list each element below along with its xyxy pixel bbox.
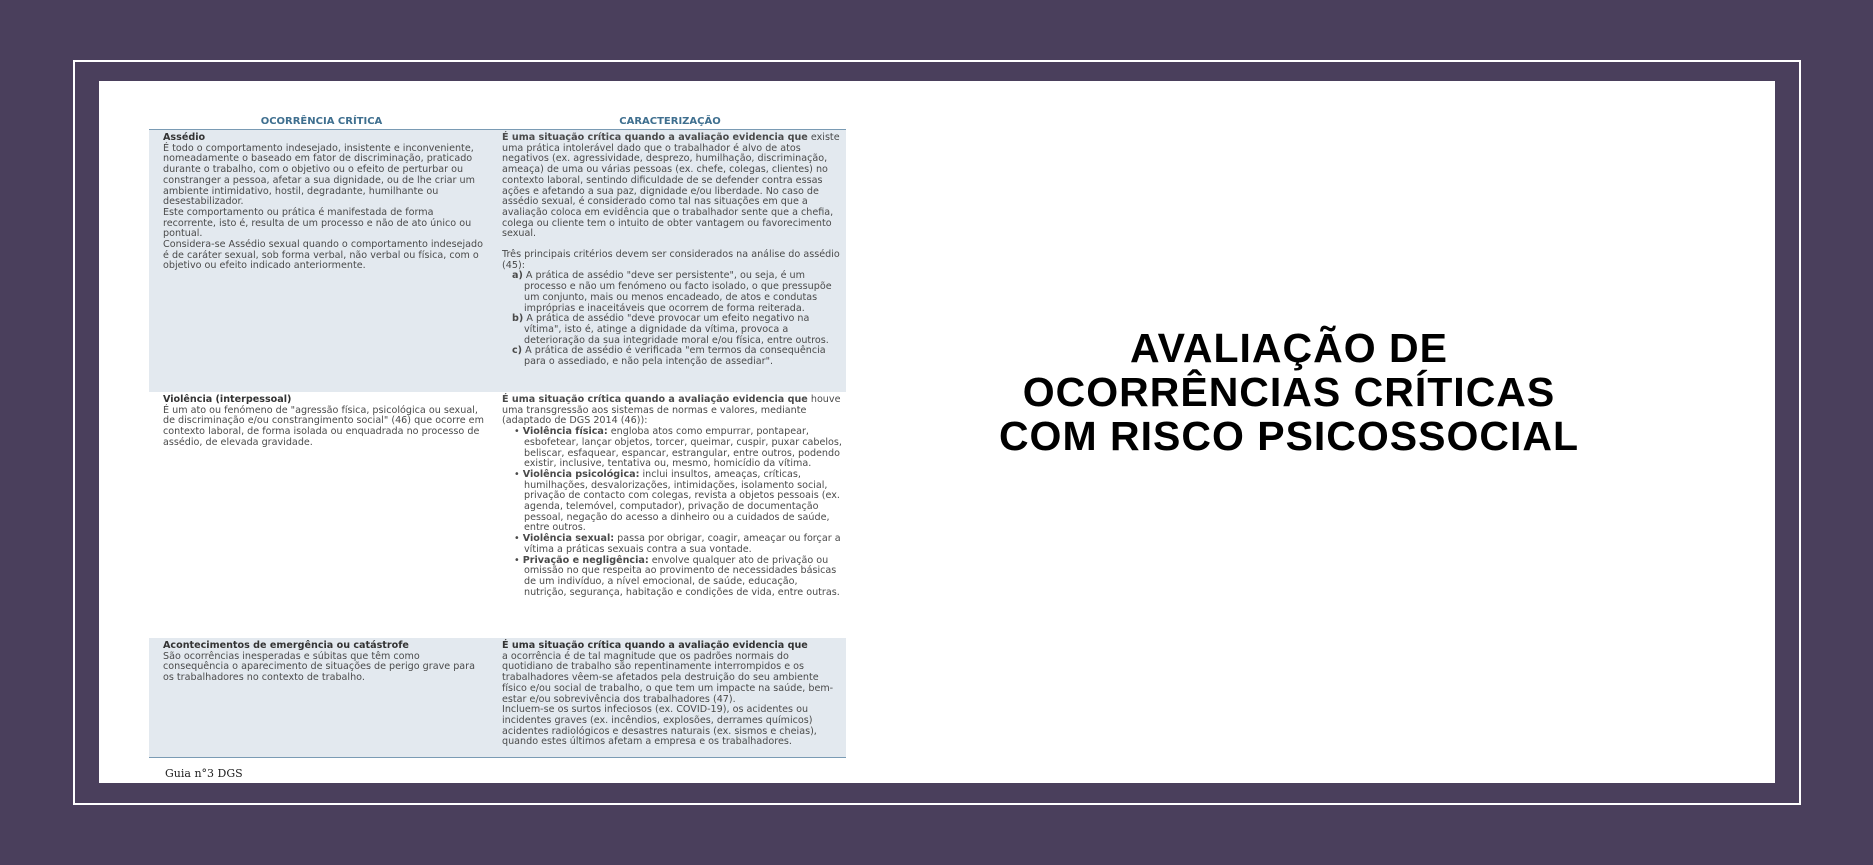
critical-lead: É uma situação crítica quando a avaliação evidencia que — [502, 640, 808, 651]
characterization-body: a ocorrência é de tal magnitude que os padrões normais do quotidiano de trabalho são repentinamente interrompidos e os trabalhadores vêem-se afetados pela destruição do seu ambiente físico e/ou social de trabalho, o que tem um impacte na saúde, bem-estar e/ou sobrevivência dos trabalhadores (47). — [502, 650, 834, 705]
criteria-text: A prática de assédio é verificada "em termos da consequência para o assediado, e não pela intenção de assediar". — [524, 345, 826, 368]
criteria-letter: a) — [512, 270, 523, 282]
bullet-label: Violência sexual: — [522, 533, 615, 545]
characterization-body: Incluem-se os surtos infeciosos (ex. COVID-19), os acidentes ou incidentes graves (ex. incêndios, explosões, derrames químicos) acidentes radiológicos e desastres naturais (ex. sismos e cheias), quando estes últimos afetam a empresa e os trabalhadores. — [502, 704, 817, 748]
row-title: Violência (interpessoal) — [163, 394, 292, 405]
row-occurrence-cell — [149, 392, 494, 634]
row-occurrence-cell — [149, 638, 494, 757]
row-description: É um ato ou fenómeno de "agressão física, psicológica ou sexual, de discriminação e/ou constrangimento social" (46) que ocorre em contexto laboral, de forma isolada ou enquadrada no processo de assédio, de elevada gravidade. — [163, 404, 484, 448]
criteria-text: A prática de assédio "deve provocar um efeito negativo na vítima", isto é, atinge a dignidade da vítima, provoca a deterioração da sua integridade moral e/ou física, entre outros. — [524, 313, 829, 346]
critical-lead: É uma situação crítica quando a avaliação evidencia que — [502, 132, 808, 143]
row-description: Considera-se Assédio sexual quando o comportamento indesejado é de caráter sexual, sob forma verbal, não verbal ou física, com o objetivo ou efeito indicado anteriormente. — [163, 239, 484, 272]
title-line: AVALIAÇÃO DE — [1130, 325, 1448, 371]
title-line: OCORRÊNCIAS CRÍTICAS — [1022, 369, 1556, 415]
bullet-item: • Privação e negligência: envolve qualquer ato de privação ou omissão no que respeita ao provimento de necessidades básicas de um indivíduo, a nível emocional, de saúde, educação, nutrição, segurança, habitação e condições de vida, entre outras. — [514, 554, 840, 598]
bullet-label: Violência física: — [522, 426, 608, 438]
critical-lead: É uma situação crítica quando a avaliação evidencia que — [502, 394, 808, 405]
critical-occurrences-table — [149, 114, 846, 766]
row-characterization-cell — [494, 638, 846, 757]
header-characterization: CARACTERIZAÇÃO — [619, 116, 721, 127]
characterization-body: existe uma prática intolerável dado que o trabalhador é alvo de atos negativos (ex. agressividade, desprezo, humilhação, discriminação, ameaça) de uma ou várias pessoas (ex. chefe, colegas, clientes) no contexto laboral, sentindo dificuldade de se defender contra essas ações e afetando a sua paz, dignidade e/ou liberdade. No caso de assédio sexual, é considerado como tal nas situações em que a avaliação coloca em evidência que o trabalhador sente que a chefia, colega ou cliente tem o intuito de obter vantagem ou favorecimento sexual. — [502, 132, 840, 240]
bullet-item: • Violência psicológica: inclui insultos, ameaças, críticas, humilhações, desvalorizações, intimidações, isolamento social, privação de contacto com colegas, revista a objetos pessoais (ex. agenda, telemóvel, computador), privação de documentação pessoal, negação do acesso a dinheiro ou a cuidados de saúde, entre outros. — [514, 468, 840, 534]
bullet-text: inclui insultos, ameaças, críticas, humilhações, desvalorizações, intimidações, isolamento social, privação de contacto com colegas, revista a objetos pessoais (ex. agenda, telemóvel, computador), privação de documentação pessoal, negação do acesso a dinheiro ou a cuidados de saúde, entre outros. — [524, 468, 840, 534]
bullet-label: Violência psicológica: — [522, 468, 640, 480]
title-line: COM RISCO PSICOSSOCIAL — [998, 413, 1580, 459]
row-description: Este comportamento ou prática é manifestada de forma recorrente, isto é, resulta de um processo e não de ato único ou pontual. — [163, 206, 472, 240]
criteria-letter: c) — [512, 345, 523, 357]
criteria-item — [502, 346, 842, 367]
row-title: Assédio — [163, 132, 206, 143]
criteria-item — [502, 314, 842, 346]
row-title: Acontecimentos de emergência ou catástrofe — [163, 640, 409, 651]
row-description: É todo o comportamento indesejado, insistente e inconveniente, nomeadamente o baseado em fator de discriminação, praticado durante o trabalho, com o objetivo ou o efeito de perturbar ou constranger a pessoa, afetar a sua dignidade, ou de lhe criar um ambiente intimidativo, hostil, degradante, humilhante ou desestabilizador. — [163, 142, 475, 208]
table-row-emergencia — [149, 638, 846, 758]
bullet-text: passa por obrigar, coagir, ameaçar ou forçar a vítima a práticas sexuais contra a sua vontade. — [524, 533, 841, 555]
row-occurrence-cell — [149, 130, 494, 392]
bullet-item: • Violência sexual: passa por obrigar, coagir, ameaçar ou forçar a vítima a práticas sexuais contra a sua vontade. — [514, 533, 841, 555]
row-description: São ocorrências inesperadas e súbitas que têm como consequência o aparecimento de situações de perigo grave para os trabalhadores no contexto de trabalho. — [163, 650, 476, 684]
bullet-text: engloba atos como empurrar, pontapear, esbofetear, lançar objetos, torcer, queimar, cuspir, puxar cabelos, beliscar, esfaquear, espancar, estrangular, entre outros, podendo existir, inclusive, tentativa ou, mesmo, homicídio da vítima. — [524, 426, 842, 470]
characterization-text — [502, 395, 842, 427]
characterization-body: houve uma transgressão aos sistemas de normas e valores, mediante (adaptado de DGS 2014 (46)): — [502, 394, 841, 427]
row-characterization-cell — [494, 392, 846, 634]
criteria-letter: b) — [512, 313, 524, 325]
bullet-label: Privação e negligência: — [522, 554, 649, 566]
slide-title — [929, 326, 1649, 458]
criteria-intro: Três principais critérios devem ser considerados na análise do assédio (45): — [502, 249, 840, 271]
bullet-text: envolve qualquer ato de privação ou omissão no que respeita ao provimento de necessidades básicas de um indivíduo, a nível emocional, de saúde, educação, nutrição, segurança, habitação e condições de vida, entre outras. — [524, 554, 840, 598]
header-occurrence: OCORRÊNCIA CRÍTICA — [260, 116, 383, 127]
characterization-text — [502, 133, 842, 240]
source-note: Guia n°3 DGS — [165, 767, 243, 780]
table-header — [149, 114, 846, 130]
criteria-text: A prática de assédio "deve ser persistente", ou seja, é um processo e não um fenómeno ou facto isolado, o que pressupõe um conjunto, mais ou menos encadeado, de atos e condutas impróprias e inaceitáveis que ocorrem de forma reiterada. — [524, 270, 832, 314]
table-row-assedio — [149, 130, 846, 392]
row-characterization-cell — [494, 130, 846, 392]
slide-panel — [99, 81, 1775, 783]
bullet-item: • Violência física: engloba atos como empurrar, pontapear, esbofetear, lançar objetos, torcer, queimar, cuspir, puxar cabelos, beliscar, esfaquear, espancar, estrangular, entre outros, podendo existir, inclusive, tentativa ou, mesmo, homicídio da vítima. — [514, 426, 842, 470]
table-row-violencia — [149, 392, 846, 634]
criteria-item — [502, 271, 842, 314]
